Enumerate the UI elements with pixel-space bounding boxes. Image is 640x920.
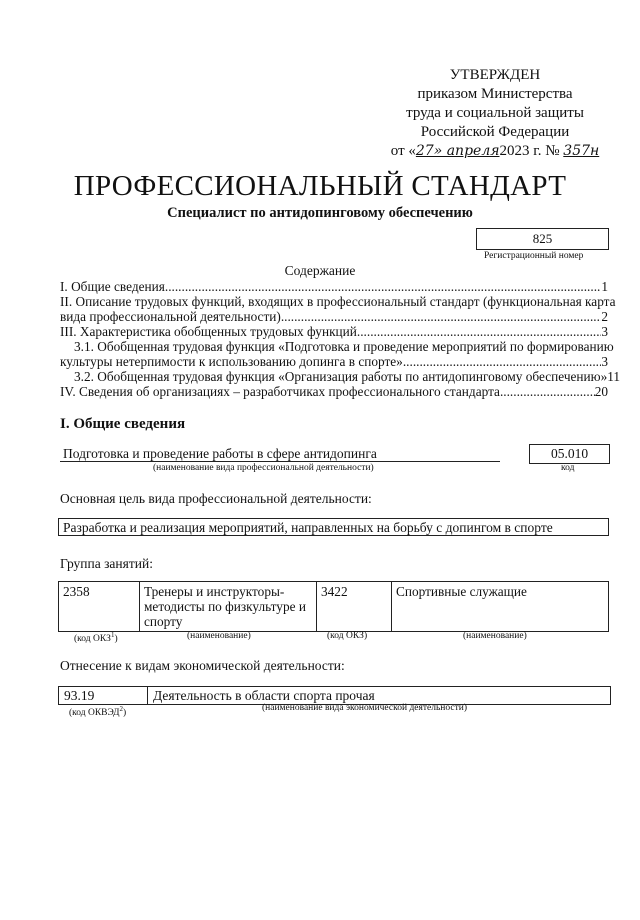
okz-code-caption [74, 631, 118, 644]
registration-number-box: 825 [476, 228, 609, 250]
toc-entry-3-2[interactable] [60, 369, 621, 384]
toc-page-number: 2 [601, 309, 608, 324]
toc-leader [281, 309, 602, 324]
okz-code-cell: 2358 [59, 582, 140, 632]
toc-entry-functions-description[interactable] [60, 294, 616, 324]
toc-entry-text: II. Описание трудовых функций, входящих в профессиональный стандарт (функциональная карта [60, 294, 616, 309]
section-heading-general: I. Общие сведения [60, 416, 186, 432]
approval-line-labor: труда и социальной защиты [406, 105, 584, 121]
toc-entry-text: III. Характеристика обобщенных трудовых функций [60, 324, 357, 339]
toc-entry-characteristics[interactable] [60, 324, 608, 339]
toc-leader [357, 324, 601, 339]
toc-entry-text: 3.2. Обобщенная трудовая функция «Организация работы по антидопинговому обеспечению» [74, 369, 608, 384]
okved-code: 93.19 [64, 688, 95, 703]
okz-name-caption-2: (наименование) [463, 631, 527, 641]
okz-code-caption-2: (код ОКЗ) [327, 631, 368, 641]
econ-label: Отнесение к видам экономической деятельности: [60, 658, 345, 673]
toc-page-number: 1 [601, 279, 608, 294]
okz-name-cell: Спортивные служащие [392, 582, 609, 632]
toc-leader [403, 354, 602, 369]
caption-text: (код ОКВЭД [69, 708, 120, 719]
toc-entry-text: IV. Сведения об организациях – разработчиках профессионального стандарта [60, 384, 500, 399]
activity-name: Подготовка и проведение работы в сфере антидопинга [63, 446, 377, 461]
activity-code-caption: код [561, 463, 575, 473]
caption-text: ) [114, 634, 118, 645]
activity-underline [60, 461, 500, 462]
date-prefix: от « [390, 143, 416, 159]
goal-text-box: Разработка и реализация мероприятий, направленных на борьбу с допингом в спорте [58, 518, 609, 536]
okved-code-caption [69, 705, 126, 718]
approval-title: УТВЕРЖДЕН [449, 67, 541, 83]
toc-entry-developers[interactable] [60, 384, 608, 399]
econ-divider [147, 687, 148, 704]
handwritten-date: 27» апреля [415, 143, 500, 159]
goal-label: Основная цель вида профессиональной деятельности: [60, 491, 372, 506]
toc-page-number: 3 [601, 354, 608, 369]
okz-name-cell: Тренеры и инструкторы-методисты по физкультуре и спорту [140, 582, 317, 632]
registration-number-label: Регистрационный номер [484, 251, 584, 261]
contents-heading: Содержание [284, 263, 356, 278]
okved-name-caption: (наименование вида экономической деятельности) [262, 703, 467, 713]
toc-entry-text-cont: культуры нетерпимости к использованию допинга в спорте» [60, 354, 403, 369]
toc-leader [165, 279, 601, 294]
okz-code-cell: 3422 [317, 582, 392, 632]
approval-block [380, 66, 610, 161]
okz-name-caption: (наименование) [187, 631, 251, 641]
caption-text: (код ОКЗ [74, 634, 111, 645]
table-row [59, 582, 609, 632]
toc-entry-text: 3.1. Обобщенная трудовая функция «Подготовка и проведение мероприятий по формированию [74, 339, 614, 354]
group-label: Группа занятий: [60, 556, 153, 571]
toc-entry-3-1[interactable] [60, 339, 614, 369]
document-subtitle: Специалист по антидопинговому обеспечению [167, 205, 473, 221]
activity-caption: (наименование вида профессиональной деятельности) [153, 463, 374, 473]
toc-page-number: 3 [601, 324, 608, 339]
approval-line-ministry: приказом Министерства [417, 86, 573, 102]
toc-entry-general[interactable] [60, 279, 608, 294]
toc-page-number: 20 [594, 384, 608, 399]
occupation-group-table [58, 581, 609, 632]
okved-name: Деятельность в области спорта прочая [153, 688, 375, 703]
activity-code-box: 05.010 [529, 444, 610, 464]
toc-entry-text-cont: вида профессиональной деятельности) [60, 309, 281, 324]
toc-entry-text: I. Общие сведения [60, 279, 165, 294]
order-year: 2023 г. № [499, 143, 560, 159]
caption-text: ) [122, 708, 127, 719]
document-title: ПРОФЕССИОНАЛЬНЫЙ СТАНДАРТ [73, 170, 567, 202]
handwritten-order-number: 357н [563, 143, 600, 159]
footnote-mark: 1 [110, 631, 115, 639]
approval-date-line [380, 142, 610, 161]
toc-page-number: 11 [607, 369, 621, 384]
toc-leader [500, 384, 595, 399]
footnote-mark: 2 [119, 705, 123, 713]
approval-line-federation: Российской Федерации [420, 124, 570, 140]
